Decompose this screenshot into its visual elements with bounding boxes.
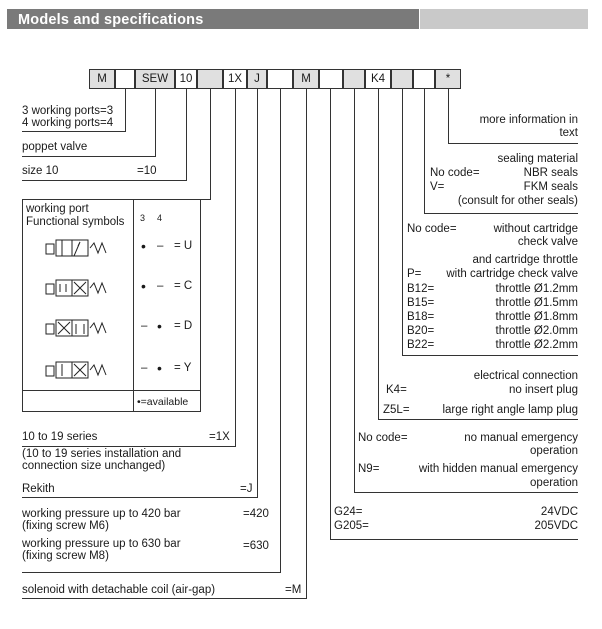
- col-4-header: 4: [157, 213, 163, 223]
- elec-z5l-text: large right angle lamp plug: [442, 404, 578, 416]
- leader-solenoid-h: [22, 598, 307, 599]
- leader-size-h: [22, 180, 187, 181]
- leader-size: [186, 89, 187, 181]
- valve-symbol-u-icon: [28, 232, 128, 268]
- p420-value: =420: [243, 508, 269, 520]
- code-cell-solenoid: M: [293, 69, 319, 89]
- cart-p: P=: [407, 268, 422, 280]
- seal-title: sealing material: [497, 153, 578, 165]
- leader-pressure: [280, 89, 281, 573]
- series-note-1: (10 to 19 series installation and: [22, 448, 182, 460]
- code-cell-rekith: J: [247, 69, 267, 89]
- page-title: Models and specifications: [18, 12, 204, 28]
- leader-symbol-h: [201, 199, 211, 200]
- series-label: 10 to 19 series: [22, 431, 98, 443]
- manual-nocode: No code=: [358, 432, 408, 444]
- seal-nocode: No code=: [430, 167, 480, 179]
- valve-symbol-c-icon: [28, 272, 128, 308]
- p420-label-2: (fixing screw M6): [22, 520, 109, 532]
- size-value: =10: [137, 165, 157, 177]
- more-info-2: text: [559, 127, 578, 139]
- leader-poppet: [155, 89, 156, 157]
- leader-seals-h: [424, 213, 578, 214]
- row-d-col4: •: [157, 318, 162, 334]
- manual-n9-1: with hidden manual emergency: [418, 463, 578, 475]
- leader-rekith: [257, 89, 258, 498]
- leader-series-h: [22, 446, 236, 447]
- leader-symbol: [210, 89, 211, 200]
- elec-title: electrical connection: [473, 370, 578, 382]
- row-c-col3: •: [141, 278, 146, 294]
- code-cell-manual: [343, 69, 365, 89]
- symbols-title-1: working port: [26, 203, 89, 215]
- manual-no-2: operation: [530, 445, 578, 457]
- seal-fkm: FKM seals: [523, 181, 578, 193]
- col-3-header: 3: [140, 213, 146, 223]
- code-cell-series: 1X: [223, 69, 247, 89]
- code-cell-size: 10: [175, 69, 197, 89]
- row-y-code: = Y: [174, 362, 192, 374]
- cart-p-text: with cartridge check valve: [446, 268, 578, 280]
- more-info-1: more information in: [479, 114, 578, 126]
- cart-without-2: check valve: [517, 236, 578, 248]
- code-cell-sew: SEW: [135, 69, 175, 89]
- throttle-b22-code: B22=: [407, 339, 435, 351]
- symbols-divider: [133, 199, 134, 412]
- leader-cartridge-h: [402, 355, 578, 356]
- header-bar-light: [420, 9, 588, 29]
- rekith-value: =J: [240, 483, 253, 495]
- manual-no-1: no manual emergency: [464, 432, 578, 444]
- voltage-g24: G24=: [334, 506, 363, 518]
- valve-symbol-d-icon: [28, 312, 128, 348]
- leader-more: [448, 89, 449, 144]
- voltage-g24-value: 24VDC: [540, 506, 578, 518]
- code-cell-more: *: [435, 69, 461, 89]
- solenoid-value: =M: [285, 584, 302, 596]
- throttle-b12-code: B12=: [407, 283, 435, 295]
- voltage-g205: G205=: [334, 520, 369, 532]
- leader-solenoid: [306, 89, 307, 599]
- leader-series: [235, 89, 236, 447]
- leader-electrical-h: [378, 419, 578, 420]
- seal-v: V=: [430, 181, 445, 193]
- code-cell-symbol: [197, 69, 223, 89]
- code-cell-voltage: [319, 69, 343, 89]
- series-note-2: connection size unchanged): [22, 460, 166, 472]
- rekith-label: Rekith: [22, 483, 55, 495]
- row-y-col4: •: [157, 360, 162, 376]
- leader-pressure-h: [22, 572, 281, 573]
- p630-label-1: working pressure up to 630 bar: [22, 538, 181, 550]
- row-u-col3: •: [141, 238, 146, 254]
- throttle-b18-code: B18=: [407, 311, 435, 323]
- leader-poppet-h: [22, 156, 156, 157]
- code-cell-pressure: [267, 69, 293, 89]
- valve-symbol-y-icon: [28, 354, 128, 390]
- leader-cartridge: [402, 89, 403, 356]
- leader-seals: [424, 89, 425, 214]
- manual-n9-2: operation: [530, 477, 578, 489]
- leader-manual-h: [354, 492, 578, 493]
- elec-k4: K4=: [386, 384, 407, 396]
- row-c-code: = C: [174, 280, 193, 292]
- leader-more-h: [448, 143, 578, 144]
- p420-label-1: working pressure up to 420 bar: [22, 508, 181, 520]
- throttle-b15-code: B15=: [407, 297, 435, 309]
- seal-note: (consult for other seals): [457, 195, 578, 207]
- code-cell-seals: [413, 69, 435, 89]
- throttle-b22-value: throttle Ø2.2mm: [495, 339, 578, 351]
- leader-ports: [125, 89, 126, 132]
- ports-3: 3 working ports=3: [22, 105, 114, 117]
- elec-k4-text: no insert plug: [508, 384, 578, 396]
- cart-throttle: and cartridge throttle: [472, 254, 578, 266]
- elec-z5l: Z5L=: [383, 404, 410, 416]
- leader-ports-h: [22, 131, 126, 132]
- leader-electrical: [378, 89, 379, 420]
- code-cell-ports: [115, 69, 135, 89]
- leader-voltage: [330, 89, 331, 540]
- row-u-code: = U: [174, 240, 193, 252]
- ports-4: 4 working ports=4: [22, 117, 114, 129]
- throttle-b12-value: throttle Ø1.2mm: [495, 283, 578, 295]
- p630-value: =630: [243, 540, 269, 552]
- row-c-col4: –: [157, 280, 164, 292]
- throttle-b20-value: throttle Ø2.0mm: [495, 325, 578, 337]
- size-label: size 10: [22, 165, 59, 177]
- throttle-b18-value: throttle Ø1.8mm: [495, 311, 578, 323]
- code-cell-cartridge: [391, 69, 413, 89]
- row-u-col4: –: [157, 240, 164, 252]
- row-d-col3: –: [141, 320, 148, 332]
- cart-nocode: No code=: [407, 223, 457, 235]
- leader-manual: [354, 89, 355, 493]
- leader-rekith-h: [22, 497, 258, 498]
- available-legend: •=available: [137, 396, 189, 408]
- code-cell-electrical: K4: [365, 69, 391, 89]
- leader-voltage-h: [330, 539, 578, 540]
- cart-without-1: without cartridge: [493, 223, 578, 235]
- voltage-g205-value: 205VDC: [534, 520, 578, 532]
- seal-nbr: NBR seals: [523, 167, 578, 179]
- poppet-label: poppet valve: [22, 141, 88, 153]
- symbols-title-2: Functional symbols: [26, 216, 125, 228]
- solenoid-label: solenoid with detachable coil (air-gap): [22, 584, 216, 596]
- series-value: =1X: [209, 431, 230, 443]
- throttle-b20-code: B20=: [407, 325, 435, 337]
- code-cell-m: M: [89, 69, 115, 89]
- p630-label-2: (fixing screw M8): [22, 550, 109, 562]
- throttle-b15-value: throttle Ø1.5mm: [495, 297, 578, 309]
- manual-n9: N9=: [358, 463, 380, 475]
- row-d-code: = D: [174, 320, 193, 332]
- row-y-col3: –: [141, 362, 148, 374]
